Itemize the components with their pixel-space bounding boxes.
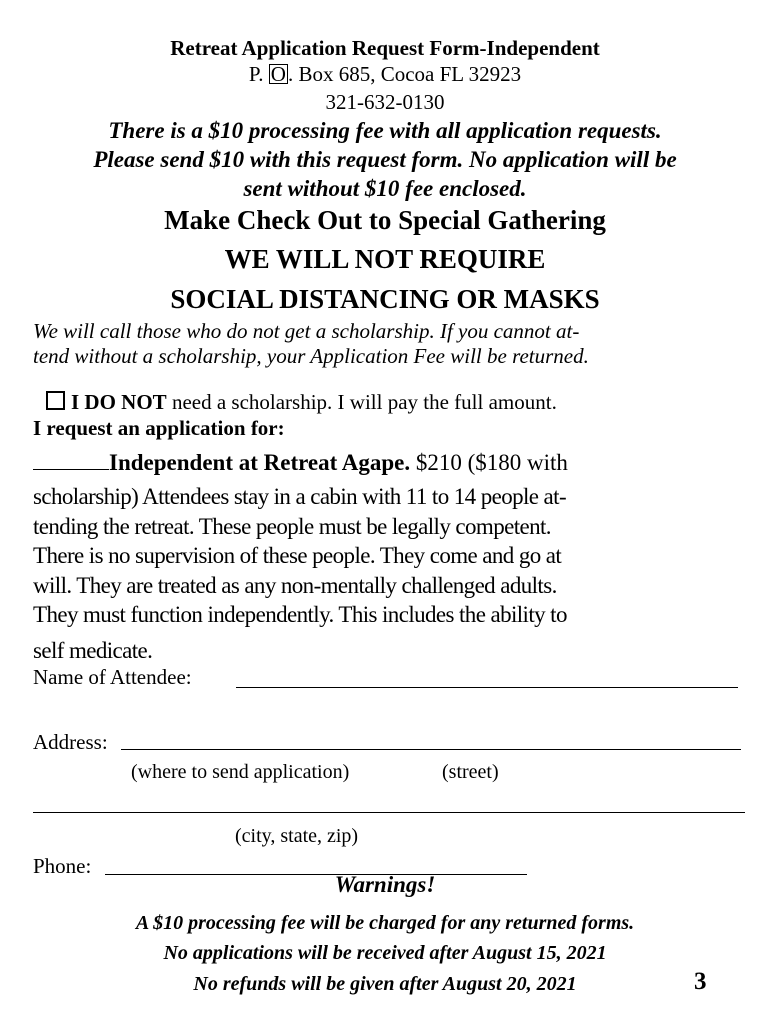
program-description-line: will. They are treated as any non-mentally challenged adults.: [33, 572, 557, 598]
program-name: Independent at Retreat Agape.: [109, 450, 411, 475]
program-price: $210 ($180 with: [410, 450, 568, 475]
city-state-zip-hint: (city, state, zip): [235, 825, 359, 847]
city-state-zip-field[interactable]: [33, 812, 745, 813]
phone-label: Phone:: [33, 854, 92, 878]
form-title: Retreat Application Request Form-Independent: [170, 36, 600, 60]
no-scholarship-bold: I DO NOT: [71, 390, 167, 414]
program-selection-blank[interactable]: [33, 451, 109, 470]
no-scholarship-checkbox[interactable]: [46, 391, 65, 410]
address-rest: . Box 685, Cocoa FL 32923: [287, 62, 522, 86]
no-scholarship-option[interactable]: [46, 391, 557, 413]
address-box-letter: O: [270, 62, 286, 86]
scholarship-note-line-2: tend without a scholarship, your Application Fee will be returned.: [33, 344, 589, 368]
fee-notice-line-1: There is a $10 processing fee with all application requests.: [108, 118, 662, 143]
address-label: Address:: [33, 730, 108, 754]
program-description-line: There is no supervision of these people. They come and go at: [33, 543, 562, 568]
name-label: Name of Attendee:: [33, 665, 192, 689]
policy-line-1: WE WILL NOT REQUIRE: [224, 244, 546, 274]
request-label: I request an application for:: [33, 416, 285, 440]
street-field[interactable]: [121, 749, 741, 750]
name-field[interactable]: [236, 687, 738, 688]
address-hint-street: (street): [442, 761, 499, 783]
program-description-line: scholarship) Attendees stay in a cabin with 11 to 14 people at-: [33, 484, 567, 509]
program-description: [33, 482, 745, 665]
warning-line-1: A $10 processing fee will be charged for any returned forms.: [135, 912, 635, 934]
warnings-title: Warnings!: [334, 872, 436, 897]
check-payable-instruction: Make Check Out to Special Gathering: [164, 205, 606, 235]
address-hint-where: (where to send application): [131, 761, 350, 783]
warning-line-3: No refunds will be given after August 20, 2021: [193, 973, 577, 995]
scholarship-note-line-1: We will call those who do not get a scholarship. If you cannot at-: [33, 319, 580, 343]
policy-line-2: SOCIAL DISTANCING OR MASKS: [170, 284, 600, 314]
fee-notice-line-2: Please send $10 with this request form. No application will be: [93, 147, 677, 172]
address-prefix: P.: [248, 62, 264, 86]
program-description-line: self medicate.: [33, 637, 153, 663]
warning-line-2: No applications will be received after August 15, 2021: [163, 942, 607, 964]
phone-number: 321-632-0130: [325, 90, 445, 114]
mailing-address: [0, 64, 770, 85]
program-description-line: They must function independently. This includes the ability to: [33, 602, 567, 627]
fee-notice-line-3: sent without $10 fee enclosed.: [243, 176, 527, 201]
page-number: 3: [694, 968, 707, 995]
program-description-line: tending the retreat. These people must be legally competent.: [33, 513, 551, 539]
no-scholarship-text: need a scholarship. I will pay the full amount.: [166, 390, 557, 414]
program-option: [33, 451, 568, 474]
